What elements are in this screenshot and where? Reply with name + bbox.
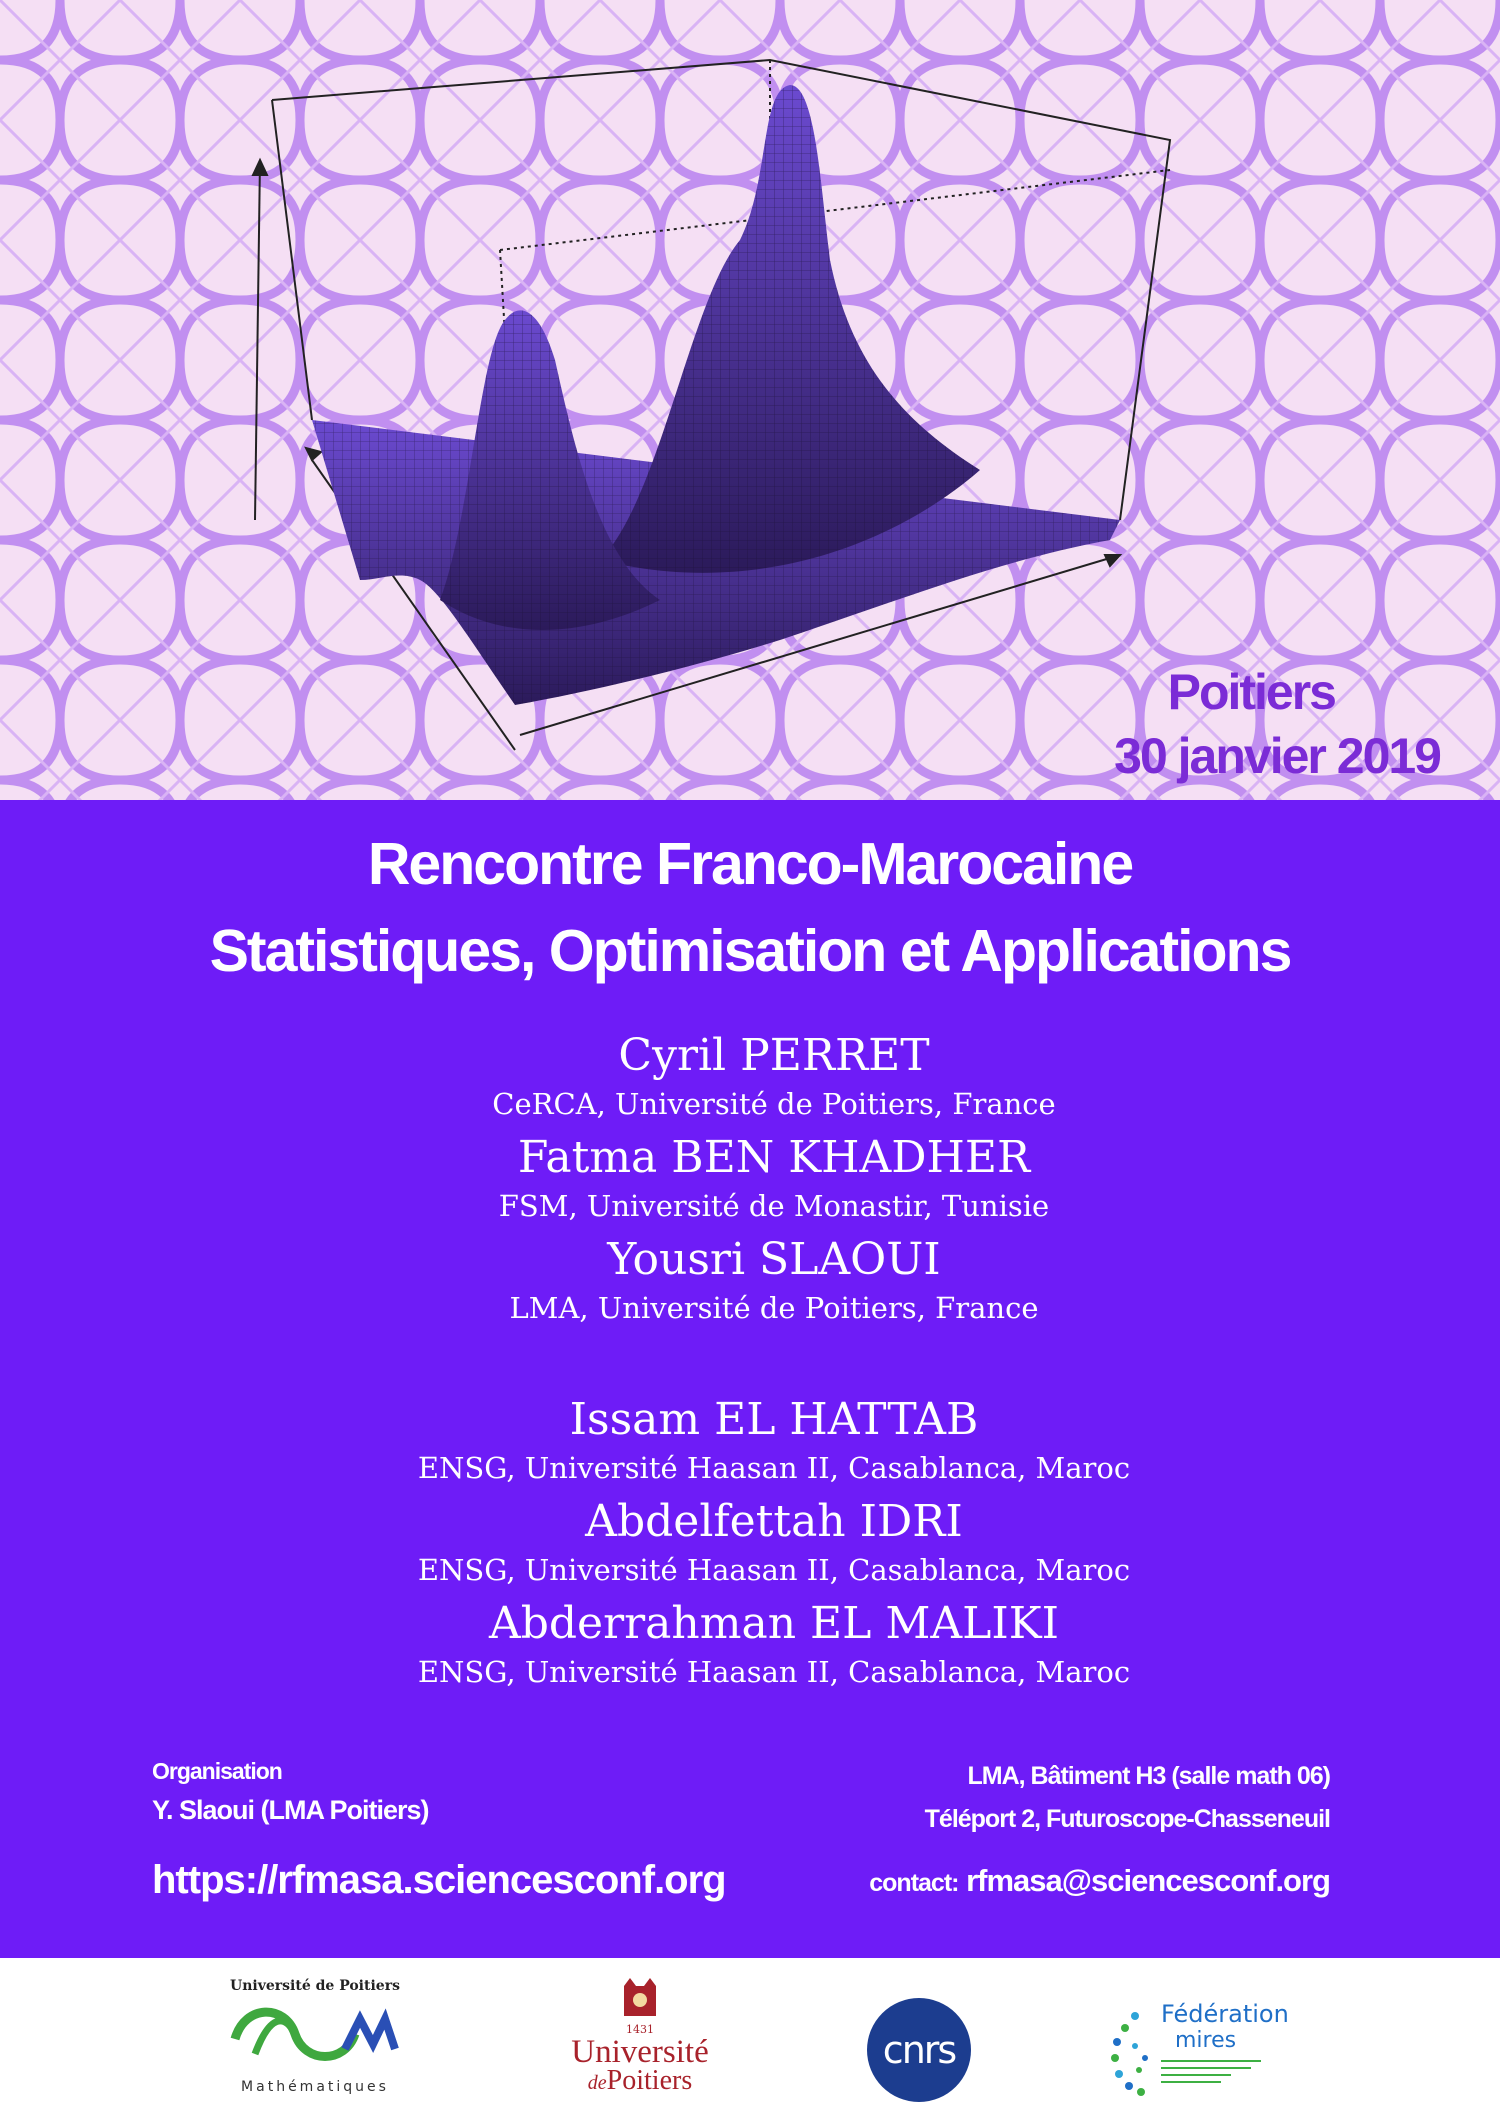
- organisation-name: Y. Slaoui (LMA Poitiers): [152, 1795, 429, 1825]
- info-band: [0, 800, 1500, 1958]
- venue-line2: Téléport 2, Futuroscope-Chasseneuil: [924, 1805, 1330, 1833]
- lma-logo-top: Université de Poitiers: [230, 1978, 400, 1994]
- univ-city: [550, 2065, 730, 2096]
- speaker-name: Yousri SLAOUI: [607, 1234, 941, 1285]
- event-date: 30 janvier 2019: [1114, 728, 1440, 784]
- venue-line1: LMA, Bâtiment H3 (salle math 06): [967, 1762, 1330, 1790]
- lma-symbol-icon: [215, 1994, 415, 2074]
- univ-year: 1431: [626, 2023, 654, 2036]
- speaker-name: Abdelfettah IDRI: [585, 1496, 963, 1547]
- website-link[interactable]: https://rfmasa.sciencesconf.org: [152, 1858, 726, 1902]
- contact-email[interactable]: rfmasa@sciencesconf.org: [966, 1863, 1330, 1898]
- venue-address: [925, 1762, 1330, 1848]
- speaker-name: Fatma BEN KHADHER: [517, 1132, 1031, 1183]
- univ-name: Université: [571, 2034, 709, 2070]
- logo-strip: [0, 1958, 1500, 2122]
- federation-mires-logo: [1105, 1996, 1289, 2106]
- speaker-name: Abderrahman EL MALIKI: [488, 1598, 1060, 1649]
- speaker-name: Issam EL HATTAB: [569, 1394, 979, 1445]
- univ-poitiers-logo: [550, 1978, 730, 2118]
- event-title: Rencontre Franco-Marocaine: [367, 831, 1133, 897]
- speaker-name: Cyril PERRET: [618, 1030, 930, 1081]
- speaker-affiliation: ENSG, Université Haasan II, Casablanca, Maroc: [417, 1553, 1131, 1587]
- speaker-affiliation: LMA, Université de Poitiers, France: [509, 1291, 1039, 1325]
- speaker-list: [24, 1028, 1500, 1698]
- mires-dots-icon: [1105, 2006, 1165, 2106]
- organisation-label: Organisation: [152, 1758, 282, 1784]
- event-place-date: [1114, 660, 1440, 788]
- mires-text: mires: [1175, 2028, 1237, 2053]
- mires-fine-print-decoration: [1161, 2060, 1271, 2090]
- event-subtitle: Statistiques, Optimisation et Applications: [209, 918, 1291, 984]
- lma-logo-bottom: Mathématiques: [241, 2079, 389, 2095]
- contact-block: [869, 1863, 1330, 1899]
- federation-text: Fédération: [1161, 2000, 1289, 2028]
- univ-crest-icon: [610, 1978, 670, 2022]
- speaker-affiliation: ENSG, Université Haasan II, Casablanca, Maroc: [417, 1451, 1131, 1485]
- organisation-block: [152, 1758, 429, 1826]
- cnrs-text: cnrs: [882, 2028, 956, 2072]
- speaker-affiliation: CeRCA, Université de Poitiers, France: [492, 1087, 1056, 1121]
- speaker-affiliation: FSM, Université de Monastir, Tunisie: [498, 1189, 1050, 1223]
- speaker-affiliation: ENSG, Université Haasan II, Casablanca, Maroc: [417, 1655, 1131, 1689]
- cnrs-logo: [867, 1998, 971, 2102]
- univ-city-de: de: [587, 2072, 607, 2094]
- lma-logo: [215, 1978, 415, 2118]
- contact-label: contact:: [869, 1869, 959, 1897]
- event-city: Poitiers: [1167, 664, 1335, 720]
- hero-illustration: [0, 0, 1500, 800]
- univ-city-name: Poitiers: [606, 2065, 693, 2096]
